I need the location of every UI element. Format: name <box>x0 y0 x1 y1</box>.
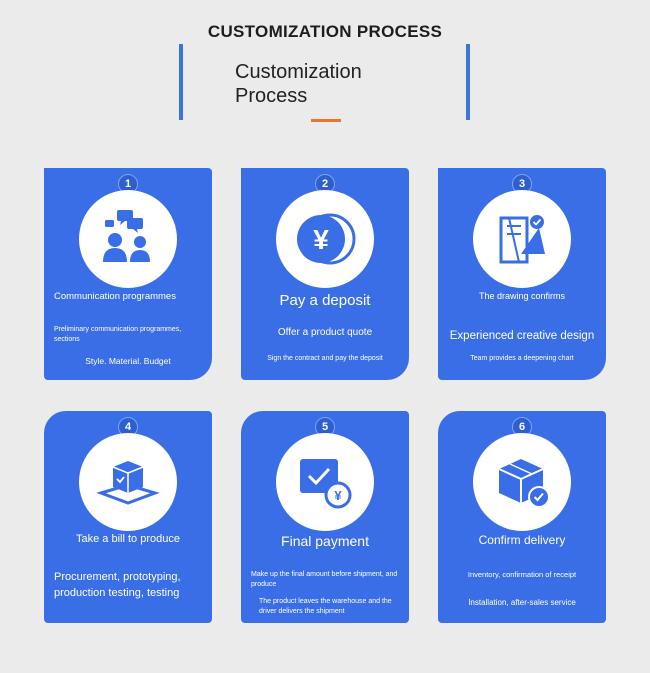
accent-underline <box>311 119 341 122</box>
step-number-badge: 3 <box>512 174 532 194</box>
step-number-badge: 1 <box>118 174 138 194</box>
page-title: CUSTOMIZATION PROCESS <box>207 22 443 41</box>
yen-coin-icon <box>290 204 360 274</box>
step-card-3 <box>438 168 606 380</box>
step-card-1 <box>44 168 212 380</box>
step-detail-1: Procurement, prototyping, production testing, testing <box>54 571 181 599</box>
svg-text:¥: ¥ <box>313 224 329 255</box>
left-divider-bar <box>179 44 183 120</box>
icon-circle <box>276 190 374 288</box>
step-number-badge: 6 <box>512 417 532 437</box>
icon-circle <box>473 190 571 288</box>
step-detail-1: Make up the final amount before shipment, and produce <box>251 571 398 588</box>
step-card-4 <box>44 411 212 623</box>
step-detail-2: Team provides a deepening chart <box>470 355 574 362</box>
payment-check-icon <box>290 447 360 517</box>
step-detail-1: Experienced creative design <box>449 330 595 342</box>
step-title: Confirm delivery <box>478 533 566 547</box>
step-card-5 <box>241 411 409 623</box>
step-detail-2: Style. Material. Budget <box>85 356 171 366</box>
right-divider-bar <box>466 44 470 120</box>
step-card-6 <box>438 411 606 623</box>
step-title: Take a bill to produce <box>76 533 180 545</box>
delivery-box-icon <box>487 447 557 517</box>
step-detail-2: Installation, after-sales service <box>468 598 576 607</box>
page-subtitle <box>235 60 415 108</box>
icon-circle <box>79 190 177 288</box>
icon-circle <box>276 433 374 531</box>
step-detail-2: Sign the contract and pay the deposit <box>267 355 383 362</box>
step-number-badge: 5 <box>315 417 335 437</box>
people-chat-icon <box>93 204 163 274</box>
step-detail-2: The product leaves the warehouse and the driver delivers the shipment <box>259 598 392 615</box>
step-detail-1: Inventory, confirmation of receipt <box>467 570 577 579</box>
drawing-tools-icon <box>487 204 557 274</box>
step-title: The drawing confirms <box>478 291 566 301</box>
step-detail-1: Offer a product quote <box>277 327 373 338</box>
step-title: Communication programmes <box>54 291 176 302</box>
subtitle-line-1: Customization <box>235 61 362 83</box>
icon-circle <box>79 433 177 531</box>
svg-text:¥: ¥ <box>334 488 342 503</box>
step-detail-1: Preliminary communication programmes, sections <box>54 326 182 343</box>
step-title: Pay a deposit <box>279 292 371 309</box>
step-title: Final payment <box>281 533 369 549</box>
icon-circle <box>473 433 571 531</box>
subtitle-line-2: Process <box>235 85 308 107</box>
step-number-badge: 2 <box>315 174 335 194</box>
step-number-badge: 4 <box>118 417 138 437</box>
box-production-icon <box>93 447 163 517</box>
step-card-2 <box>241 168 409 380</box>
